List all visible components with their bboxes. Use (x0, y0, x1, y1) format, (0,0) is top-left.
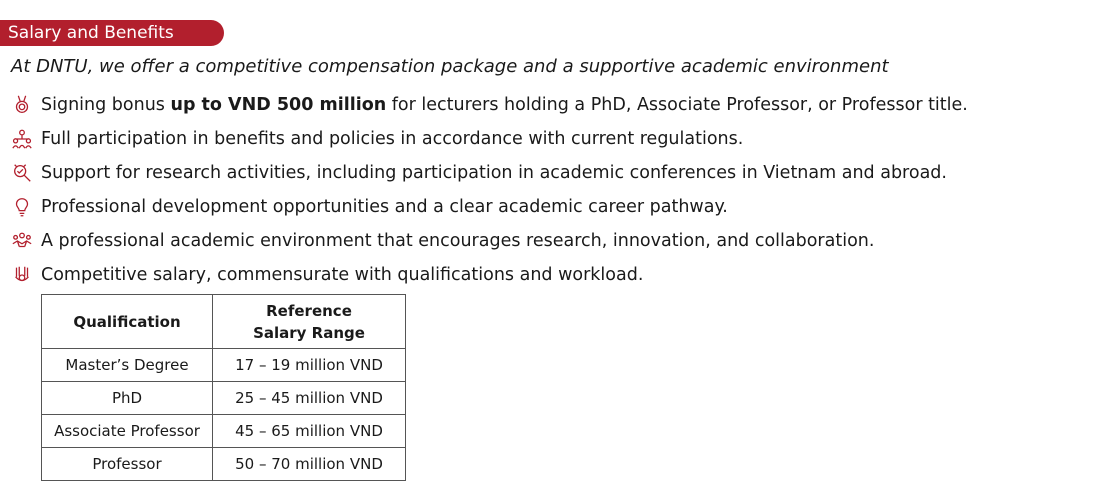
header-qualification: Qualification (42, 295, 213, 349)
benefit-highlight: up to VND 500 million (170, 95, 387, 115)
medal-icon (10, 93, 34, 117)
money-hand-icon (10, 263, 34, 287)
cell-qualification: Master’s Degree (42, 349, 213, 382)
table-row (42, 448, 406, 481)
lightbulb-icon (10, 195, 34, 219)
research-search-icon (10, 161, 34, 185)
salary-table (41, 294, 406, 481)
section-title-badge: Salary and Benefits (0, 20, 224, 46)
benefit-item (10, 122, 968, 156)
collaboration-handshake-icon (10, 229, 34, 253)
table-row (42, 349, 406, 382)
table-header-row (42, 295, 406, 349)
people-network-icon (10, 127, 34, 151)
cell-salary-range: 17 – 19 million VND (213, 349, 406, 382)
cell-qualification: Professor (42, 448, 213, 481)
benefit-text: Signing bonus up to VND 500 million for lecturers holding a PhD, Associate Professor, or Professor title. (41, 95, 968, 115)
benefit-text: Support for research activities, including participation in academic conferences in Vietnam and abroad. (41, 163, 947, 183)
cell-qualification: PhD (42, 382, 213, 415)
cell-salary-range: 25 – 45 million VND (213, 382, 406, 415)
benefit-item (10, 258, 968, 292)
cell-qualification: Associate Professor (42, 415, 213, 448)
benefit-text: Full participation in benefits and policies in accordance with current regulations. (41, 129, 744, 149)
benefit-text: Competitive salary, commensurate with qualifications and workload. (41, 265, 644, 285)
intro-text: At DNTU, we offer a competitive compensation package and a supportive academic environment (11, 56, 889, 77)
table-row (42, 382, 406, 415)
benefit-text: A professional academic environment that encourages research, innovation, and collaboration. (41, 231, 875, 251)
benefit-item (10, 156, 968, 190)
benefit-item (10, 88, 968, 122)
benefit-item (10, 224, 968, 258)
benefit-item (10, 190, 968, 224)
cell-salary-range: 45 – 65 million VND (213, 415, 406, 448)
header-salary-range: Reference Salary Range (213, 295, 406, 349)
benefit-text: Professional development opportunities and a clear academic career pathway. (41, 197, 728, 217)
table-row (42, 415, 406, 448)
cell-salary-range: 50 – 70 million VND (213, 448, 406, 481)
benefits-list (10, 88, 968, 292)
